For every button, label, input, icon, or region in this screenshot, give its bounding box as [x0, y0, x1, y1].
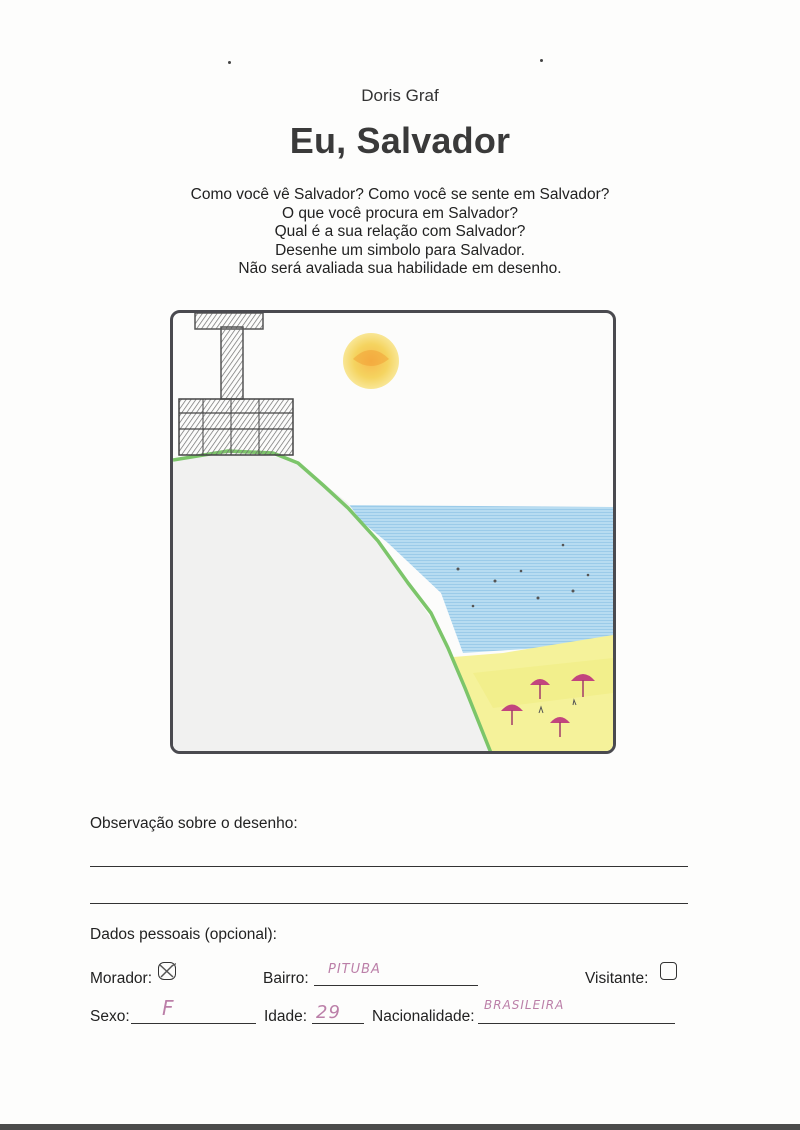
personal-data-label: Dados pessoais (opcional):	[90, 926, 277, 943]
nacionalidade-label: Nacionalidade:	[372, 1008, 475, 1025]
sun	[343, 333, 399, 389]
idade-value: 29	[316, 1002, 341, 1023]
page-title: Eu, Salvador	[289, 120, 511, 161]
monument	[179, 313, 293, 455]
morador-label: Morador:	[90, 970, 153, 987]
sexo-line[interactable]	[131, 1023, 256, 1024]
instructions	[0, 186, 800, 279]
scan-bottom-edge	[0, 1124, 800, 1130]
drawing-canvas	[173, 313, 613, 751]
author-name: Doris Graf	[361, 86, 439, 105]
nacionalidade-line[interactable]	[478, 1023, 675, 1024]
sexo-label: Sexo:	[90, 1008, 130, 1025]
instruction-line: Desenhe um simbolo para Salvador.	[275, 241, 525, 259]
visitante-label: Visitante:	[585, 970, 649, 987]
observation-line-2[interactable]	[90, 903, 688, 904]
instruction-line: Qual é a sua relação com Salvador?	[274, 223, 526, 240]
observation-label: Observação sobre o desenho:	[90, 815, 298, 832]
hill	[173, 451, 491, 751]
idade-label: Idade:	[264, 1008, 308, 1025]
scan-speck	[540, 59, 543, 62]
scan-speck	[228, 61, 231, 64]
bairro-label: Bairro:	[263, 970, 309, 987]
instruction-line: Como você vê Salvador? Como você se sente em Salvador?	[190, 186, 610, 203]
bairro-line[interactable]	[314, 985, 478, 986]
observation-line-1[interactable]	[90, 866, 688, 867]
morador-checkbox[interactable]	[158, 962, 176, 980]
instruction-line: Não será avaliada sua habilidade em desenho.	[238, 260, 562, 277]
check-mark-icon	[158, 962, 176, 980]
sexo-value: F	[162, 996, 175, 1020]
idade-line[interactable]	[312, 1023, 364, 1024]
drawing-frame	[170, 310, 616, 754]
visitante-checkbox[interactable]	[660, 962, 677, 980]
nacionalidade-value: BRASILEIRA	[484, 998, 565, 1012]
instruction-line: O que você procura em Salvador?	[281, 204, 519, 222]
bairro-value: PITUBA	[328, 962, 381, 977]
